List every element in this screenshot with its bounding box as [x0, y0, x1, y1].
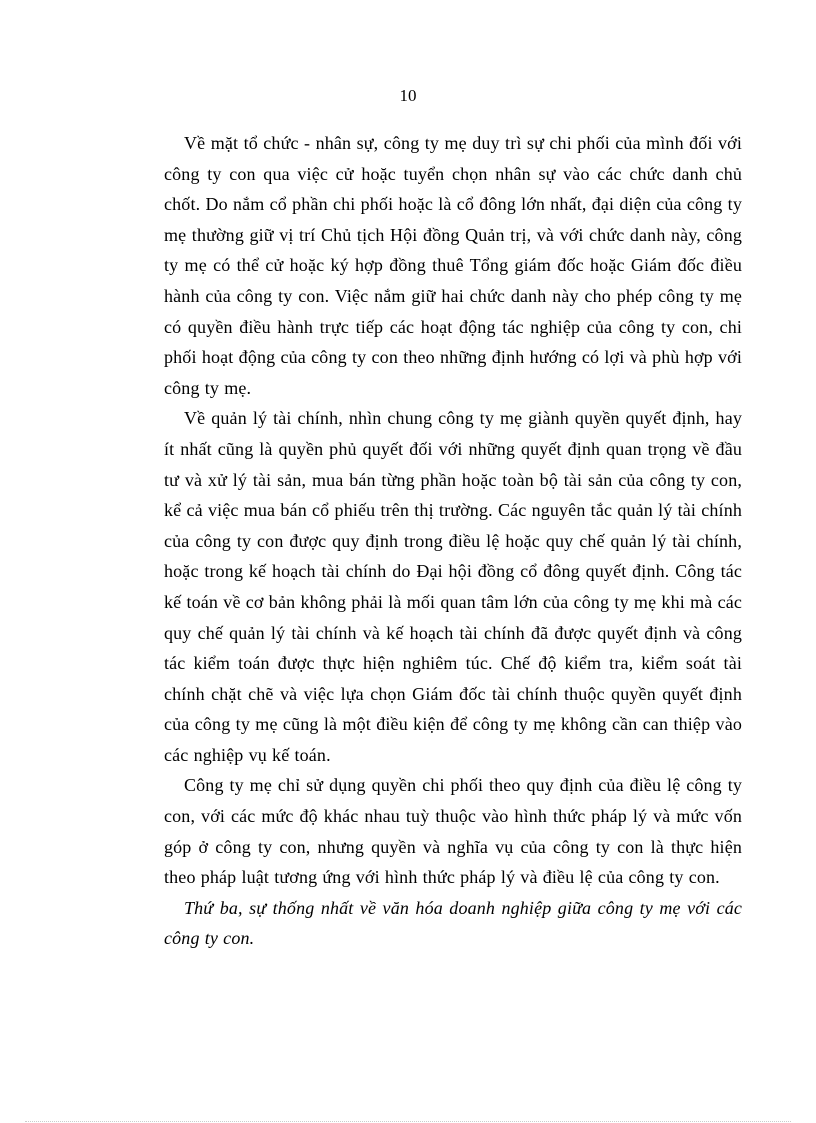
- paragraph-control-rights: Công ty mẹ chỉ sử dụng quyền chi phối theo quy định của điều lệ công ty con, với các mức độ khác nhau tuỳ thuộc vào hình thức pháp lý và mức vốn góp ở công ty con, nhưng quyền và nghĩa vụ của công ty con là thực hiện theo pháp luật tương ứng với hình thức pháp lý và điều lệ của công ty con.: [164, 775, 742, 888]
- paragraph-culture-heading: Thứ ba, sự thống nhất về văn hóa doanh nghiệp giữa công ty mẹ với các công ty con.: [164, 897, 742, 949]
- paragraph-finance: Về quản lý tài chính, nhìn chung công ty mẹ giành quyền quyết định, hay ít nhất cũng là quyền phủ quyết đối với những quyết định quan trọng về đầu tư và xử lý tài sản, mua bán từng phần hoặc toàn bộ tài sản của công ty con, kể cả việc mua bán cổ phiếu trên thị trường. Các nguyên tắc quản lý tài chính của công ty con được quy định trong điều lệ hoặc quy chế quản lý tài chính, hoặc trong kế hoạch tài chính do Đại hội đồng cổ đông quyết định. Công tác kế toán về cơ bản không phải là mối quan tâm lớn của công ty mẹ khi mà các quy chế quản lý tài chính và kế hoạch tài chính đã được quyết định và công tác kiểm toán được thực hiện nghiêm túc. Chế độ kiểm tra, kiểm soát tài chính chặt chẽ và việc lựa chọn Giám đốc tài chính thuộc quyền quyết định của công ty mẹ cũng là một điều kiện để công ty mẹ không cần can thiệp vào các nghiệp vụ kế toán.: [164, 408, 742, 765]
- body-text: [164, 128, 742, 954]
- paragraph-personnel: Về mặt tổ chức - nhân sự, công ty mẹ duy trì sự chi phối của mình đối với công ty con qua việc cử hoặc tuyển chọn nhân sự vào các chức danh chủ chốt. Do nắm cổ phần chi phối hoặc là cổ đông lớn nhất, đại diện của công ty mẹ thường giữ vị trí Chủ tịch Hội đồng Quản trị, và với chức danh này, công ty mẹ có thể cử hoặc ký hợp đồng thuê Tổng giám đốc hoặc Giám đốc điều hành của công ty con. Việc nắm giữ hai chức danh này cho phép công ty mẹ có quyền điều hành trực tiếp các hoạt động tác nghiệp của công ty con, chi phối hoạt động của công ty con theo những định hướng có lợi và phù hợp với công ty mẹ.: [164, 133, 742, 398]
- page-number: 10: [399, 86, 417, 105]
- page-bottom-divider: [25, 1121, 791, 1122]
